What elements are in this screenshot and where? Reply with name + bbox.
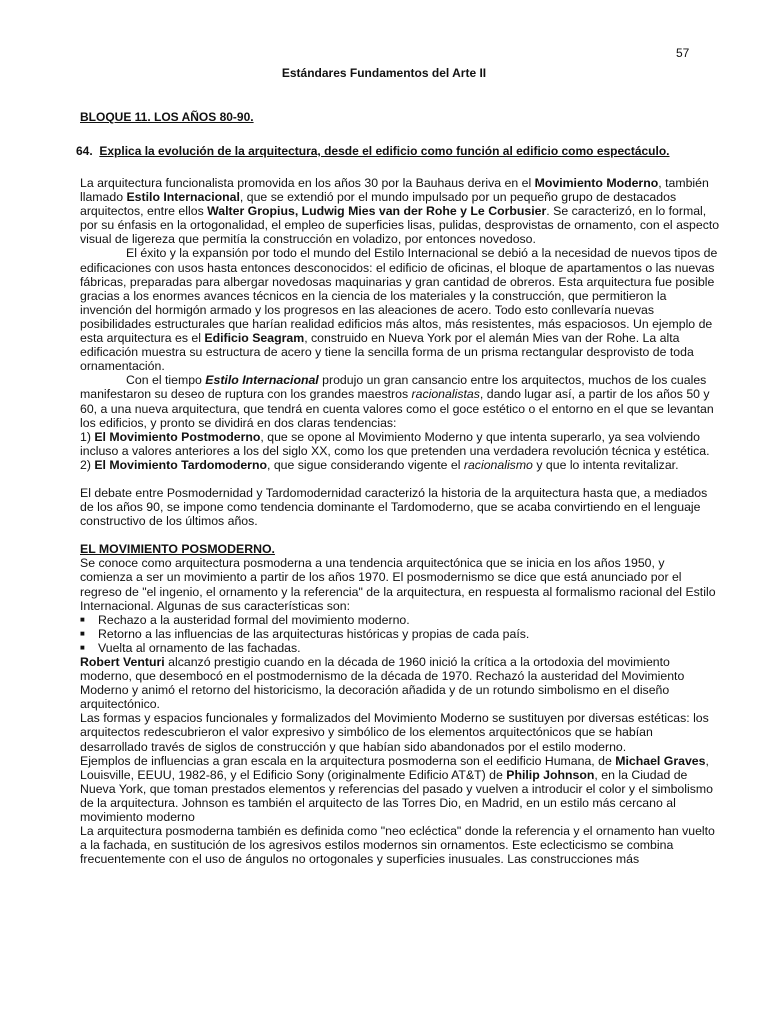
section-title: EL MOVIMIENTO POSMODERNO. (80, 542, 275, 557)
list-item: ■ Rechazo a la austeridad formal del movimiento moderno. (80, 613, 720, 627)
paragraph-examples: Ejemplos de influencias a gran escala en la arquitectura posmoderna son el eedificio Humana, de Michael Graves, Louisville, EEUU, 1982-86, y el Edificio Sony (originalmente Edificio AT&T) de Philip Johnson, en la Ciudad de Nueva York, que toman prestados elementos y referencias del pasado y vuelven a introducir el color y el simbolismo de la arquitectura. Johnson es también el arquitecto de las Torres Dio, en Madrid, en un estilo más cercano al movimiento moderno (80, 753, 713, 825)
question-heading (76, 144, 670, 158)
tendency-item-tardomoderno: 2) El Movimiento Tardomoderno, que sigue considerando vigente el racionalismo y que lo intenta revitalizar. (80, 457, 679, 472)
paragraph-neo-eclectic: La arquitectura posmoderna también es definida como "neo ecléctica" donde la referencia y el ornamento han vuelto a la fachada, en sustitución de los agresivos estilos modernos sin ornamentos. Este eclecticismo se combina frecuentemente con el uso de ángulos no ortogonales y superficies inusuales. Las construcciones más (80, 824, 715, 867)
characteristics-list (80, 613, 720, 655)
paragraph-posmoderno-intro: Se conoce como arquitectura posmoderna a una tendencia arquitectónica que se inicia en los años 1950, y comienza a ser un movimiento a partir de los años 1970. El posmodernismo se dice que está anunciado por el regreso de "el ingenio, el ornamento y la referencia" de la arquitectura, en respuesta al formalismo racional del Estilo Internacional. Algunas de sus características son: (80, 556, 716, 613)
paragraph-tendencies: Con el tiempo Estilo Internacional produjo un gran cansancio entre los arquitectos, muchos de los cuales manifestaron su deseo de ruptura con los grandes maestros racionalistas, dando lugar así, a partir de los años 50 y 60, a una nueva arquitectura, que tendrá en cuenta valores como el goce estético o el entorno en el que se levantan los edificios, y pronto se dividirá en dos claras tendencias: (80, 373, 714, 430)
document-title: Estándares Fundamentos del Arte II (281, 66, 487, 80)
question-text: Explica la evolución de la arquitectura, desde el edificio como función al edificio como espectáculo. (99, 144, 670, 158)
paragraph-venturi: Robert Venturi alcanzó prestigio cuando en la década de 1960 inició la crítica a la ortodoxia del movimiento moderno, que desembocó en el postmodernismo de la década de 1970. Rechazó la austeridad del Movimiento Moderno y animó el retorno del historicismo, la decoración añadida y de un rotundo simbolismo en el diseño arquitectónico. (80, 655, 685, 712)
paragraph-expansion: El éxito y la expansión por todo el mundo del Estilo Internacional se debió a la necesidad de nuevos tipos de edificaciones con usos hasta entonces desconocidos: el edificio de oficinas, el bloque de apartamentos o las nuevas fábricas, preparadas para albergar novedosas maquinarias y gran cantidad de obreros. Esta arquitectura fue posible gracias a los enormes avances técnicos en la ciencia de los materiales y la construcción, que permitieron la invención del hormigón armado y los progresos en las aleaciones de acero. Todo esto conllevaría nuevas posibilidades estructurales que harían realidad edificios más altos, más resistentes, más espaciosos. Un ejemplo de esta arquitectura es el Edificio Seagram, construido en Nueva York por el alemán Mies van der Rohe. La alta edificación muestra su estructura de acero y tiene la sencilla forma de un prisma rectangular desprovisto de toda ornamentación. (80, 246, 718, 374)
paragraph-debate: El debate entre Posmodernidad y Tardomodernidad caracterizó la historia de la arquitectura hasta que, a mediados de los años 90, se impone como tendencia dominante el Tardomoderno, que se acaba convirtiendo en el lenguaje constructivo de los últimos años. (80, 485, 708, 529)
paragraph-forms: Las formas y espacios funcionales y formalizados del Movimiento Moderno se sustituyen por diversas estéticas: los arquitectos redescubrieron el valor expresivo y simbólico de los elementos arquitectónicos que se habían desarrollado través de siglos de construcción y que habían sido abandonados por el estilo moderno. (80, 711, 709, 754)
tendency-item-postmoderno: 1) El Movimiento Postmoderno, que se opone al Movimiento Moderno y que intenta superarlo, ya sea volviendo incluso a valores anteriores a los del siglo XX, como los que pretenden una verdadera revolución técnica y estética. (80, 429, 710, 458)
document-body (80, 176, 720, 866)
list-item: ■ Retorno a las influencias de las arquitecturas históricas y propias de cada país. (80, 627, 720, 641)
list-item: ■ Vuelta al ornamento de las fachadas. (80, 641, 720, 655)
question-number: 64. (76, 144, 93, 158)
page-number: 57 (676, 46, 690, 60)
block-title: BLOQUE 11. LOS AÑOS 80-90. (80, 110, 254, 124)
paragraph-intro: La arquitectura funcionalista promovida en los años 30 por la Bauhaus deriva en el Movimiento Moderno, también llamado Estilo Internacional, que se extendió por el mundo impulsado por un pequeño grupo de destacados arquitectos, entre ellos Walter Gropius, Ludwig Mies van der Rohe y Le Corbusier. Se caracterizó, en lo formal, por su énfasis en la ortogonalidad, el empleo de superficies lisas, pulidas, desprovistas de ornamento, con el aspecto visual de ligereza que permitía la construcción en voladizo, por entonces novedoso. (80, 176, 720, 247)
